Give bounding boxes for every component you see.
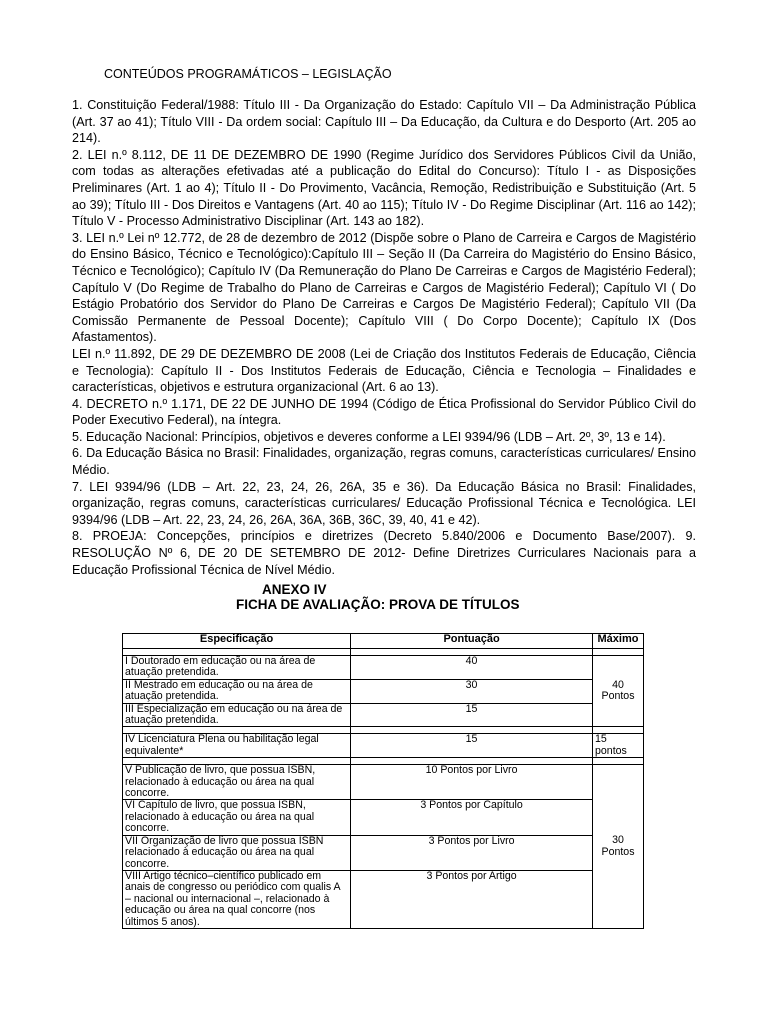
table-row <box>123 703 644 727</box>
row-pontuacao: 3 Pontos por Artigo <box>351 870 593 928</box>
paragraph-4: 4. DECRETO n.º 1.171, DE 22 DE JUNHO DE 1994 (Código de Ética Profissional do Servidor Público Civil do Poder Executivo Federal), na íntegra. <box>72 396 696 428</box>
table-row <box>123 734 644 758</box>
row-spec: V Publicação de livro, que possua ISBN, relacionado à educação ou área na qual concorre. <box>123 765 351 800</box>
table-row <box>123 765 644 800</box>
table-row <box>123 800 644 835</box>
document-body <box>72 66 696 578</box>
row-spec: III Especialização em educação ou na área de atuação pretendida. <box>123 703 351 727</box>
paragraph-7: 7. LEI 9394/96 (LDB – Art. 22, 23, 24, 26, 26A, 35 e 36). Da Educação Básica no Brasil: Finalidades, organização, regras comuns, características curriculares/ Educação Profissional Técnica e Tecnológica. LEI 9394/96 (LDB – Art. 22, 23, 24, 26, 26A, 36A, 36B, 36C, 39, 40, 41 e 42). <box>72 479 696 527</box>
row-pontuacao: 3 Pontos por Livro <box>351 835 593 870</box>
row-pontuacao: 3 Pontos por Capítulo <box>351 800 593 835</box>
row-spec: VIII Artigo técnico–científico publicado em anais de congresso ou periódico com qualis A – nacional ou internacional –, relacionado à educação ou área na qual concorre (nos últimos 5 anos). <box>123 870 351 928</box>
paragraph-2: 2. LEI n.º 8.112, DE 11 DE DEZEMBRO DE 1990 (Regime Jurídico dos Servidores Públicos Civil da União, com todas as alterações efetivadas até a publicação do Edital do Concurso): Título I - as Disposições Preliminares (Art. 1 ao 4); Título II - Do Provimento, Vacância, Remoção, Redistribuição e Substituição (Art. 5 ao 39); Título III - Dos Direitos e Vantagens (Art. 40 ao 115); Título IV - Do Regime Disciplinar (Art. 116 ao 142); Título V - Processo Administrativo Disciplinar (Art. 143 ao 182). <box>72 147 696 229</box>
row-pontuacao: 15 <box>351 703 593 727</box>
row-pontuacao: 10 Pontos por Livro <box>351 765 593 800</box>
row-pontuacao: 40 <box>351 656 593 680</box>
page-title: CONTEÚDOS PROGRAMÁTICOS – LEGISLAÇÃO <box>104 67 392 81</box>
annex-section <box>122 582 646 928</box>
row-spec: I Doutorado em educação ou na área de atuação pretendida. <box>123 656 351 680</box>
annex-subtitle: FICHA DE AVALIAÇÃO: PROVA DE TÍTULOS <box>236 597 520 612</box>
table-row <box>123 679 644 703</box>
table-row <box>123 835 644 870</box>
max-group-3: 30 Pontos <box>593 765 644 929</box>
paragraph-1: 1. Constituição Federal/1988: Título III - Da Organização do Estado: Capítulo VII – Da Administração Pública (Art. 37 ao 41); Título VIII - Da ordem social: Capítulo III – Da Educação, da Cultura e do Desporto (Art. 205 ao 214). <box>72 98 696 146</box>
header-maximo: Máximo <box>593 634 644 649</box>
max-group-1: 40 Pontos <box>593 656 644 727</box>
row-pontuacao: 30 <box>351 679 593 703</box>
table-row <box>123 870 644 928</box>
paragraph-3: 3. LEI n.º Lei nº 12.772, de 28 de dezembro de 2012 (Dispõe sobre o Plano de Carreira e Cargos de Magistério do Ensino Básico, Técnico e Tecnológico):Capítulo III – Seção II (Da Carreira do Magistério do Ensino Básico, Técnico e Tecnológico); Capítulo IV (Da Remuneração do Plano De Carreiras e Cargos de Magistério Federal); Capítulo V (Do Regime de Trabalho do Plano de Carreiras e Cargos de Magistério Federal); Capítulo VI ( Do Estágio Probatório dos Servidor do Plano De Carreiras e Cargos De Magistério Federal); Capítulo VII (Da Comissão Permanente de Pessoal Docente); Capítulo VIII ( Do Corpo Docente); Capítulo IX (Dos Afastamentos). <box>72 230 696 345</box>
paragraph-6: 6. Da Educação Básica no Brasil: Finalidades, organização, regras comuns, características curriculares/ Ensino Médio. <box>72 446 696 478</box>
paragraph-list <box>72 97 696 578</box>
paragraph-lei-11892: LEI n.º 11.892, DE 29 DE DEZEMBRO DE 2008 (Lei de Criação dos Institutos Federais de Educação, Ciência e Tecnologia): Capítulo II - Dos Institutos Federais de Educação, Ciência e Tecnologia – Finalidades e características, objetivos e estrutura organizacional (Art. 6 ao 13). <box>72 346 696 395</box>
row-spec: IV Licenciatura Plena ou habilitação legal equivalente* <box>123 734 351 758</box>
table-row <box>123 656 644 680</box>
row-spec: II Mestrado em educação ou na área de atuação pretendida. <box>123 679 351 703</box>
evaluation-table <box>122 633 644 929</box>
row-pontuacao: 15 <box>351 734 593 758</box>
header-especificacao: Especificação <box>123 634 351 649</box>
paragraph-8: 8. PROEJA: Concepções, princípios e diretrizes (Decreto 5.840/2006 e Documento Base/2007). 9. RESOLUÇÃO Nº 6, DE 20 DE SETEMBRO DE 2012- Define Diretrizes Curriculares Nacionais para a Educação Profissional Técnica de Nível Médio. <box>72 529 696 577</box>
header-pontuacao: Pontuação <box>351 634 593 649</box>
max-group-2: 15 pontos <box>593 734 644 758</box>
row-spec: VI Capítulo de livro, que possua ISBN, relacionado à educação ou área na qual concorre. <box>123 800 351 835</box>
annex-title: ANEXO IV <box>262 582 327 597</box>
table-header-row <box>123 634 644 649</box>
row-spec: VII Organização de livro que possua ISBN relacionado à educação ou área na qual concorre. <box>123 835 351 870</box>
paragraph-5: 5. Educação Nacional: Princípios, objetivos e deveres conforme a LEI 9394/96 (LDB – Art. 2º, 3º, 13 e 14). <box>72 429 666 444</box>
